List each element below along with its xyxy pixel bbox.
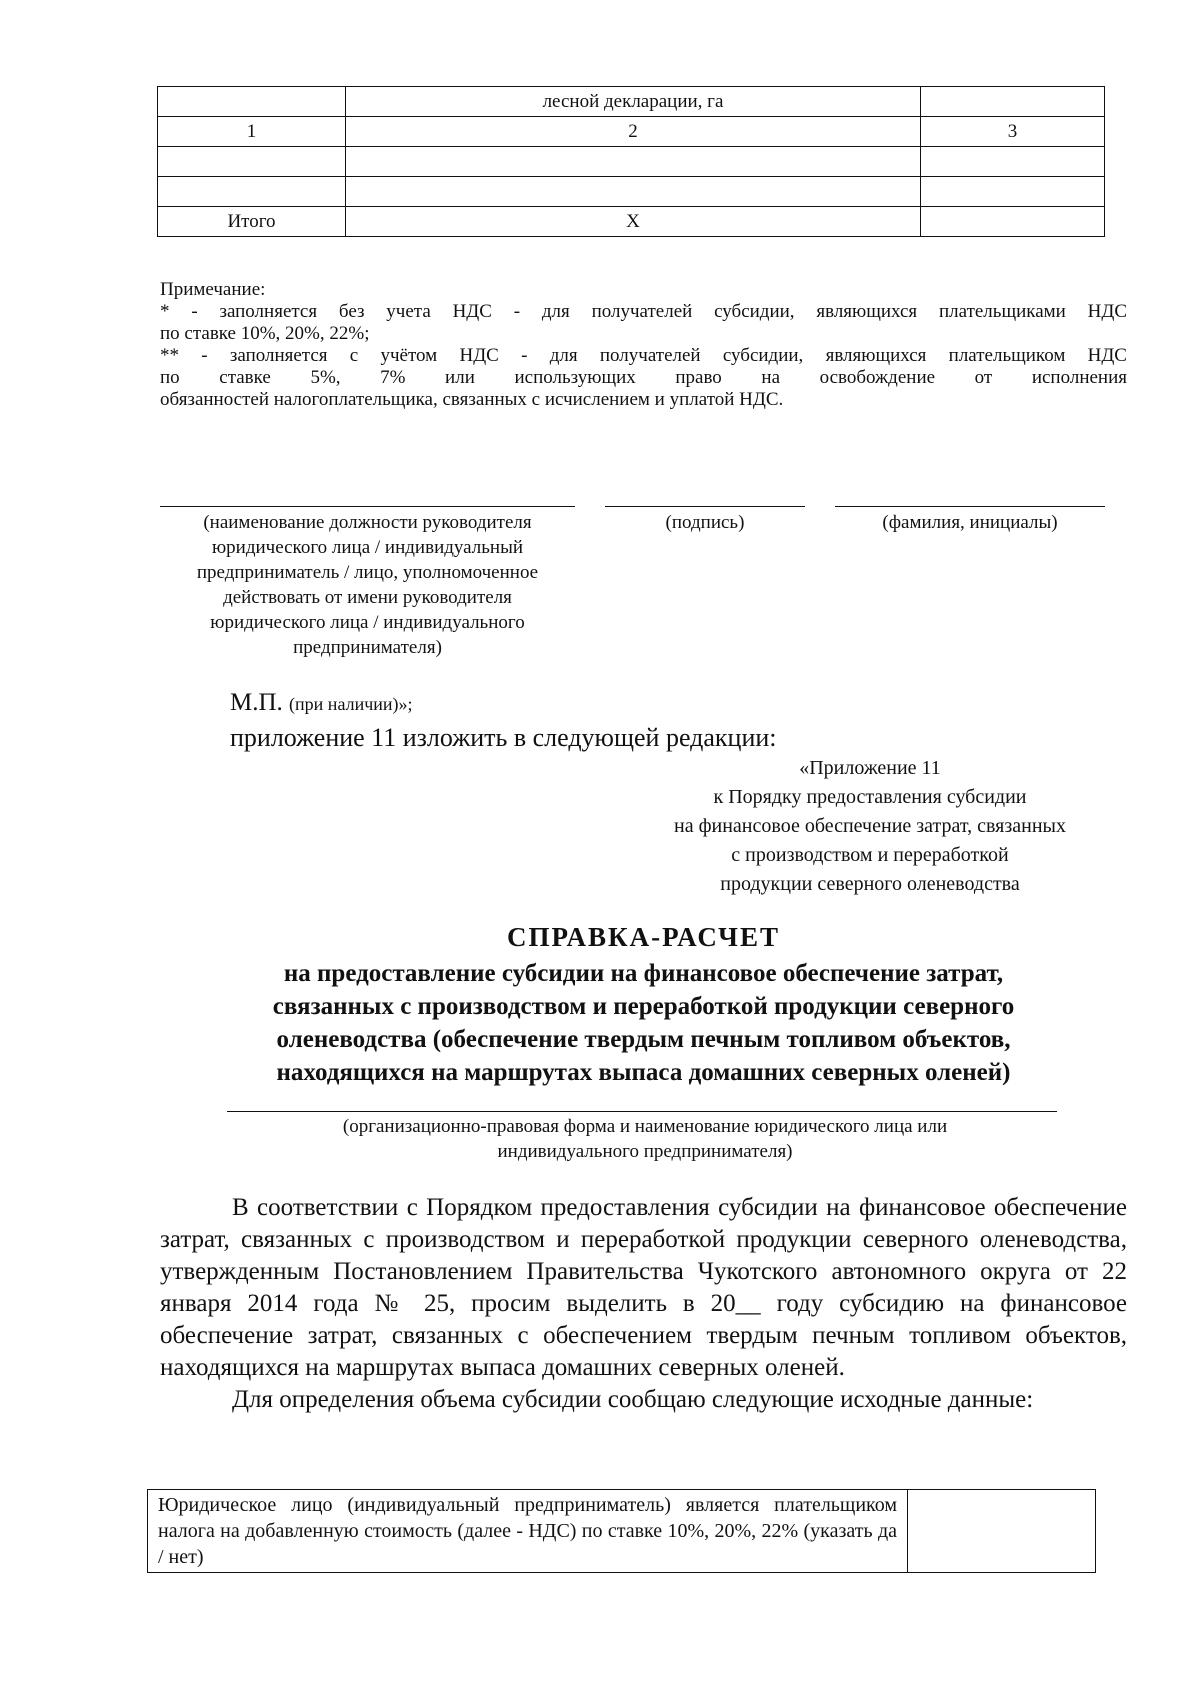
table-row [158,87,1105,117]
caption-line: юридического лица / индивидуального [210,612,525,633]
appendix-block [620,754,1120,899]
total-label: Итого [158,207,346,237]
column-number: 3 [921,117,1105,147]
appendix-line: «Приложение 11 [799,757,941,779]
table-cell [346,177,921,207]
organization-line [227,1111,1057,1112]
caption-line: юридического лица / индивидуальный [211,537,524,558]
stamp-line [230,689,413,717]
signature-line [605,506,805,507]
table-cell [158,177,346,207]
table-cell [158,147,346,177]
body-text [160,1192,1127,1416]
signature-caption: (подпись) [665,512,745,533]
caption-line: (организационно-правовая форма и наименование юридического лица или [342,1116,948,1137]
table-cell [921,177,1105,207]
data-table [147,1489,1096,1573]
caption-line: индивидуального предпринимателя) [497,1141,793,1162]
note-block [160,279,1127,411]
table-row [148,1490,1096,1573]
table-row [158,147,1105,177]
organization-caption [230,1114,1060,1164]
body-paragraph: Для определения объема субсидии сообщаю следующие исходные данные: [232,1386,1034,1413]
table-row [158,117,1105,147]
position-caption [150,510,585,660]
table-cell [921,147,1105,177]
caption-line: предприниматель / лицо, уполномоченное [196,562,539,583]
subtitle-line: находящихся на маршрутах выпаса домашних северных оленей) [276,1059,1011,1086]
stamp-mark: М.П. [230,689,283,716]
table-cell [921,207,1105,237]
subtitle-line: связанных с производством и переработкой продукции северного [272,993,1015,1020]
vat-answer-cell[interactable] [908,1490,1096,1573]
column-number: 2 [346,117,921,147]
note-heading: Примечание: [160,279,266,300]
table-cell [921,87,1105,117]
column-number: 1 [158,117,346,147]
subtitle-line: на предоставление субсидии на финансовое обеспечение затрат, [283,960,1004,987]
caption-line: предпринимателя) [293,637,442,658]
note-star2-line1: ** - заполняется с учётом НДС - для получателей субсидии, являющихся плательщиком НДС [160,345,1127,366]
appendix-line: к Порядку предоставления субсидии [713,786,1027,808]
name-caption: (фамилия, инициалы) [882,512,1058,533]
results-table [157,86,1105,237]
body-paragraph: В соответствии с Порядком предоставления субсидии на финансовое обеспечение затрат, связанных с производством и переработкой продукции северного оленеводства, утвержденным Постановлением Правительства Чукотского автономного округа от 22 января 2014 года № 25, просим выделить в 20__ году субсидию на финансовое обеспечение затрат, связанных с обеспечением твердым печным топливом объектов, находящихся на маршрутах выпаса домашних северных оленей. [160,1194,1127,1381]
table-header-fragment: лесной декларации, га [346,87,921,117]
position-line [160,506,575,507]
total-mark: Х [346,207,921,237]
name-line [835,506,1105,507]
document-title: СПРАВКА-РАСЧЕТ [507,922,780,952]
table-row-total [158,207,1105,237]
table-row [158,177,1105,207]
note-star2-line2: по ставке 5%, 7% или использующих право на освобождение от исполнения [160,367,1127,388]
note-star1-line1: * - заполняется без учета НДС - для получателей субсидии, являющихся плательщиками НДС [160,301,1127,322]
caption-line: (наименование должности руководителя [203,512,532,533]
note-star1-line2: по ставке 10%, 20%, 22%; [160,323,370,344]
document-subtitle [200,957,1087,1089]
vat-question-cell: Юридическое лицо (индивидуальный предприниматель) является плательщиком налога на добавленную стоимость (далее - НДС) по ставке 10%, 20%, 22% (указать да / нет) [148,1490,908,1573]
table-cell [346,147,921,177]
subtitle-line: оленеводства (обеспечение твердым печным топливом объектов, [276,1026,1011,1053]
appendix-line: продукции северного оленеводства [720,873,1020,895]
caption-line: действовать от имени руководителя [223,587,512,608]
note-star2-line3: обязанностей налогоплательщика, связанных с исчислением и уплатой НДС. [160,389,784,410]
appendix-line: с производством и переработкой [731,844,1009,866]
stamp-note: (при наличии)»; [289,694,413,714]
instruction-line: приложение 11 изложить в следующей редакции: [230,723,777,752]
appendix-line: на финансовое обеспечение затрат, связанных [673,815,1066,837]
table-cell [158,87,346,117]
